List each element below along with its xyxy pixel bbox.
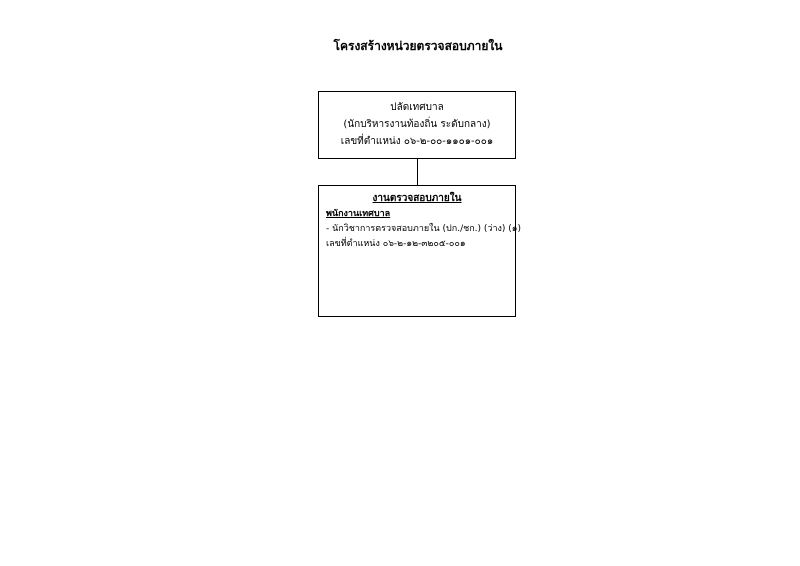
- auditor-position-number: เลขที่ตำแหน่ง ๐๖-๒-๑๒-๓๒๐๕-๐๐๑: [326, 239, 466, 249]
- staff-section-title: พนักงานเทศบาล: [326, 209, 391, 219]
- auditor-position: - นักวิชาการตรวจสอบภายใน (ปก./ชก.) (ว่าง) (๑): [326, 224, 522, 234]
- municipal-clerk-title: ปลัดเทศบาล: [390, 102, 444, 113]
- internal-audit-unit-title: งานตรวจสอบภายใน: [372, 193, 462, 204]
- municipal-clerk-level: (นักบริหารงานท้องถิ่น ระดับกลาง): [343, 119, 491, 130]
- municipal-clerk-box: [318, 91, 516, 159]
- connector-line: [417, 159, 418, 185]
- internal-audit-box: [318, 185, 522, 317]
- chart-title: โครงสร้างหน่วยตรวจสอบภายใน: [333, 39, 503, 53]
- municipal-clerk-position-number: เลขที่ตำแหน่ง ๐๖-๒-๐๐-๑๑๐๑-๐๐๑: [340, 136, 494, 147]
